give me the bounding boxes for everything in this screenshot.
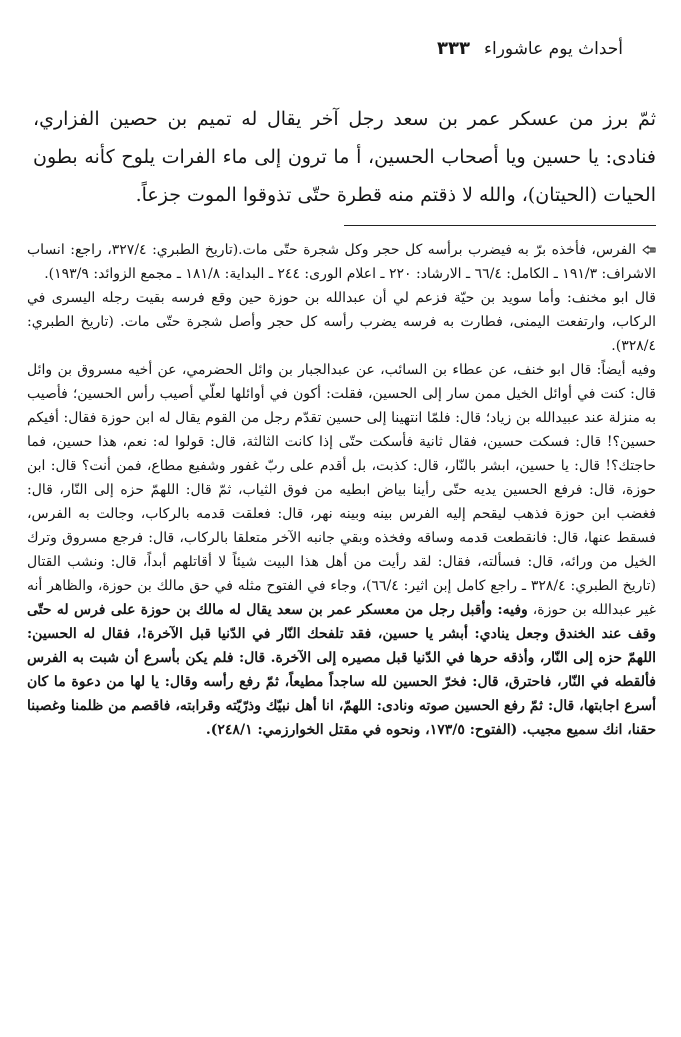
main-text: [33, 100, 656, 214]
footnote-paragraph-2: قال ابو مخنف: وأما سويد بن حيّة فزعم لي أن عبدالله بن حوزة حين وقع فرسه بقيت رجله اليسرى في الركاب، وارتفعت اليمنى، فطارت به فرسه يضرب رأسه كل حجر وأصل شجرة حتّى مات. (تاريخ الطبري: ٣٢٨/٤).: [27, 290, 656, 354]
footnote-paragraph-1: [27, 238, 656, 286]
footnote-divider: [344, 225, 656, 226]
pointing-hand-icon: [642, 244, 656, 256]
footnote-paragraph-3: [27, 358, 656, 742]
chapter-title: أحداث يوم عاشوراء: [483, 39, 623, 59]
main-paragraph: ثمّ برز من عسكر عمر بن سعد رجل آخر يقال له تميم بن حصين الفزاري، فنادى: يا حسين ويا أصحاب الحسين، أ ما ترون إلى ماء الفرات يلوح كأنه بطون الحيات (الحيتان)، والله لا ذقتم منه قطرة حتّى تذوقوا الموت جزعاً.: [33, 108, 656, 206]
footnote-text-3: وفيه أيضاً: قال ابو خنف، عن عطاء بن السائب، عن عبدالجبار بن وائل الحضرمي، عن أخيه مسروق بن وائل قال: كنت في أوائل الخيل ممن سار إلى الحسين، فقلت: أكون في أوائلها لعلّي أصيب رأس الحسين؛ فأصيب به منزلة عند عبيدالله بن زياد؛ قال: فلمّا انتهينا إلى حسين تقدّم رجل من القوم يقال له ابن حوزة فقال: أفيكم حسين؟! قال: فسكت حسين، فقال ثانية فأسكت حتّى إذا كانت الثالثة، قال: قولوا له: نعم، هذا حسين، فما حاجتك؟! قال: يا حسين، ابشر بالنّار، قال: كذبت، بل أقدم على ربّ غفور وشفيع مطاع، فمن أنت؟ قال: ابن حوزة، قال: فرفع الحسين يديه حتّى رأينا بياض ابطيه من فوق الثياب، ثمّ قال: اللهمّ حزه إلى النّار، قال: فغضب ابن حوزة فذهب ليقحم إليه الفرس بينه وبينه نهر، قال: فعلقت قدمه بالركاب، وجالت به الفرس، فسقط عنها، قال: فانقطعت قدمه وساقه وفخذه وبقي جانبه الآخر متعلقا بالركاب، قال: فرجع مسروق وترك الخيل من ورائه، قال: فسألته، فقال: لقد رأيت من أهل هذا البيت شيئاً لا أقاتلهم أبداً، قال: ونشب القتال (تاريخ الطبري: ٣٢٨/٤ ـ راجع كامل إبن اثير: ٦٦/٤)، وجاء في الفتوح مثله في حق مالك بن حوزة، والظاهر أنه غير عبدالله بن حوزة،: [27, 362, 657, 618]
footnote-text-1: الفرس، فأخذه برّ به فيضرب برأسه كل حجر وكل شجرة حتّى مات.(تاريخ الطبري: ٣٢٧/٤، راجع: انساب الاشراف: ١٩١/٣ ـ الكامل: ٦٦/٤ ـ الارشاد: ٢٢٠ ـ اعلام الورى: ٢٤٤ ـ البداية: ١٨١/٨ ـ مجمع الزوائد: ١٩٣/٩).: [27, 242, 656, 282]
footnote-text-3-bold: وفيه: وأقبل رجل من معسكر عمر بن سعد يقال له مالك بن حوزة على فرس له حتّى وقف عند الخندق وجعل ينادي: أبشر يا حسين، فقد تلفحك النّار في الدّنيا قبل الآخرة!، فقال له الحسين: اللهمّ حزه إلى النّار، وأذقه حرها في الدّنيا قبل مصيره إلى الآخرة. قال: فلم يكن بأسرع أن شبت به الفرس فألقطه في النّار، فاحترق، قال: فخرّ الحسين لله ساجداً مطيعاً، ثمّ رفع رأسه وقال: يا لها من دعوة ما كان أسرع اجابتها، قال: ثمّ رفع الحسين صوته ونادى: اللهمّ، انا أهل نبيّك وذرّيّته وقرابته، فاقصم من ظلمنا وغصبنا حقنا، انك سميع مجيب. (الفتوح: ١٧٣/٥، ونحوه في مقتل الخوارزمي: ٢٤٨/١).: [27, 602, 656, 738]
page-number: ٣٣٣: [437, 38, 470, 59]
footnotes: [27, 238, 656, 742]
running-header: [58, 38, 623, 59]
